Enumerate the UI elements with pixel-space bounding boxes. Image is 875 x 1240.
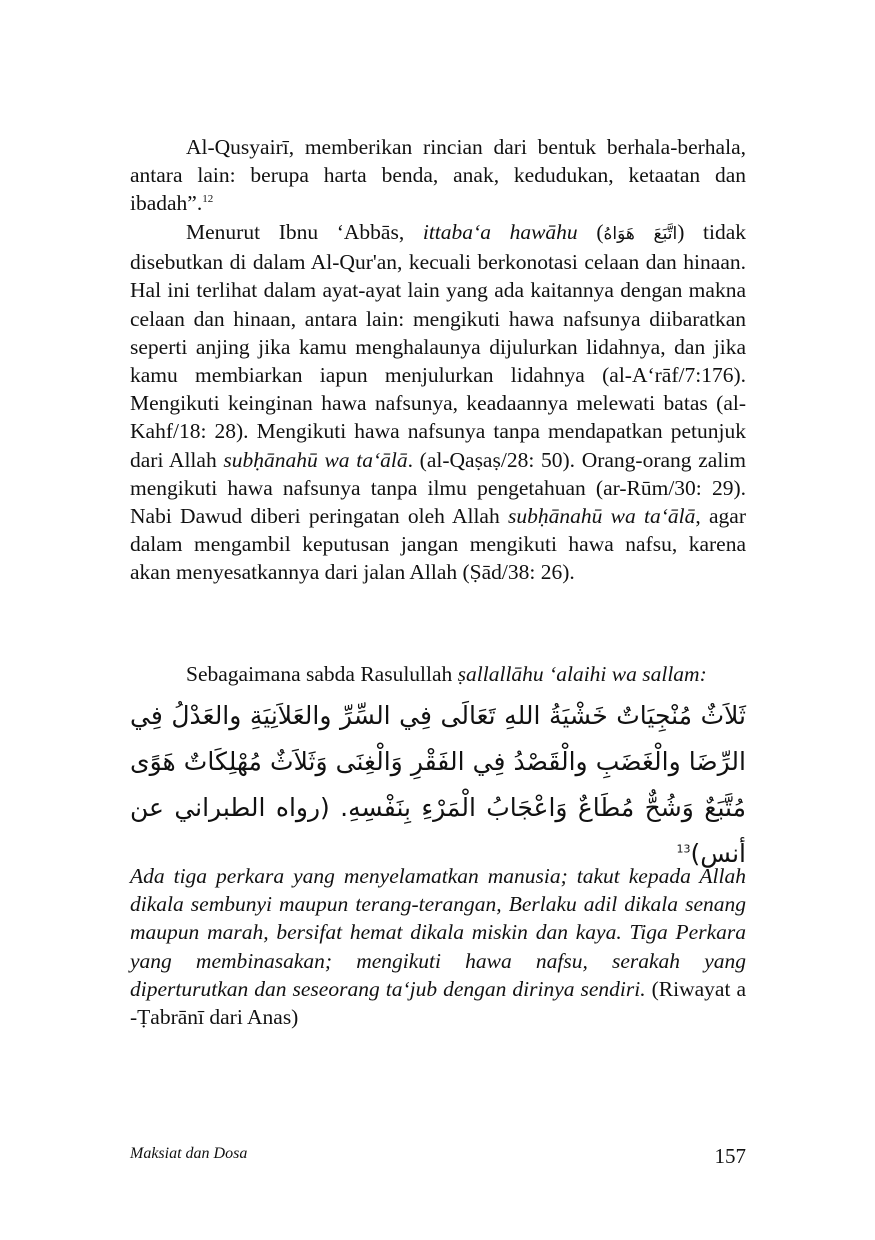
paragraph-3 <box>130 660 746 688</box>
paragraph-2 <box>130 218 746 587</box>
p2-term-subhanahu-2: subḥānahū wa ta‘ālā <box>507 504 696 529</box>
running-footer-title: Maksiat dan Dosa <box>130 1145 248 1162</box>
footnote-ref-12: 12 <box>202 193 214 206</box>
translation-italic: Ada tiga perkara yang menyelamatkan manusia; takut kepada Allah dikala sembunyi maupun terang-terangan, Berlaku adil dikala senang maupun marah, bersifat hemat dikala miskin dan kaya. Tiga Perkara yang membinasakan; mengikuti hawa nafsu, serakah yang diperturutkan dan seseorang ta‘jub dengan dirinya sendiri. <box>130 864 746 1001</box>
footnote-ref-13: 13 <box>676 842 691 856</box>
paragraph-1 <box>130 133 746 218</box>
p3-text: Sebagaimana sabda Rasulullah <box>186 662 458 686</box>
hadith-translation <box>130 862 746 1031</box>
p2-text-4: . (al-Qaṣaṣ/28: 50). Orang-orang zalim mengikuti hawa nafsunya tanpa ilmu pengetahuan (ar-Rūm/30: 29). Nabi Dawud diberi peringatan oleh Allah <box>130 447 746 529</box>
translation-source: (Riwayat a -Ṭabrānī dari Anas) <box>130 976 747 1030</box>
hadith-arabic <box>130 693 746 877</box>
p2-text-1: Menurut Ibnu ‘Abbās, <box>186 220 423 244</box>
p3-salawat: ṣallallāhu ‘alaihi wa sallam: <box>457 662 707 686</box>
p2-term-ittabaa-hawahu: ittaba‘a hawāhu <box>422 220 578 244</box>
p2-text-3: ) tidak disebutkan di dalam Al-Qur'an, kecuali berkonotasi celaan dan hinaan. Hal ini terlihat dalam ayat-ayat lain yang ada kaitannya dengan makna celaan dan hinaan, antara lain: mengikuti hawa nafsunya diibaratkan seperti anjing jika kamu menghalaunya dijulurkan lidahnya, dan jika kamu membiarkan iapun menjulurkan lidahnya (al-A‘rāf/7:176). Mengikuti keinginan hawa nafsunya, keadaannya melewati batas (al-Kahf/18: 28). Mengikuti hawa nafsunya tanpa mendapatkan petunjuk dari Allah <box>130 220 746 472</box>
paragraph-1-text: Al-Qusyairī, memberikan rincian dari bentuk berhala-berhala, antara lain: berupa harta benda, anak, kedudukan, ketaatan dan ibadah”. <box>130 135 746 216</box>
page-number: 157 <box>714 1144 746 1168</box>
p2-text-2: ( <box>577 220 604 244</box>
hadith-arabic-text: ثَلاَثٌ مُنْجِيَاتٌ خَشْيَةُ اللهِ تَعَالَى فِي السِّرِّ والعَلاَنِيَةِ والعَدْلُ فِي الرِّضَا والْغَضَبِ والْقَصْدُ فِي الفَقْرِ وَالْغِنَى وَثَلاَثٌ مُهْلِكَاتٌ هَوًى مُتَّبَعٌ وَشُحٌّ مُطَاعٌ وَاعْجَابُ الْمَرْءِ بِنَفْسِهِ. (رواه الطبراني عن أنس) <box>130 701 746 868</box>
p2-arabic-term: اتَّبَعَ هَوَاهُ <box>603 224 678 244</box>
p2-term-subhanahu-1: subḥānahū wa ta‘ālā <box>223 447 408 472</box>
p2-text-5: , agar dalam mengambil keputusan jangan mengikuti hawa nafsu, karena akan menyesatkannya dari jalan Allah (Ṣād/38: 26). <box>130 504 746 585</box>
